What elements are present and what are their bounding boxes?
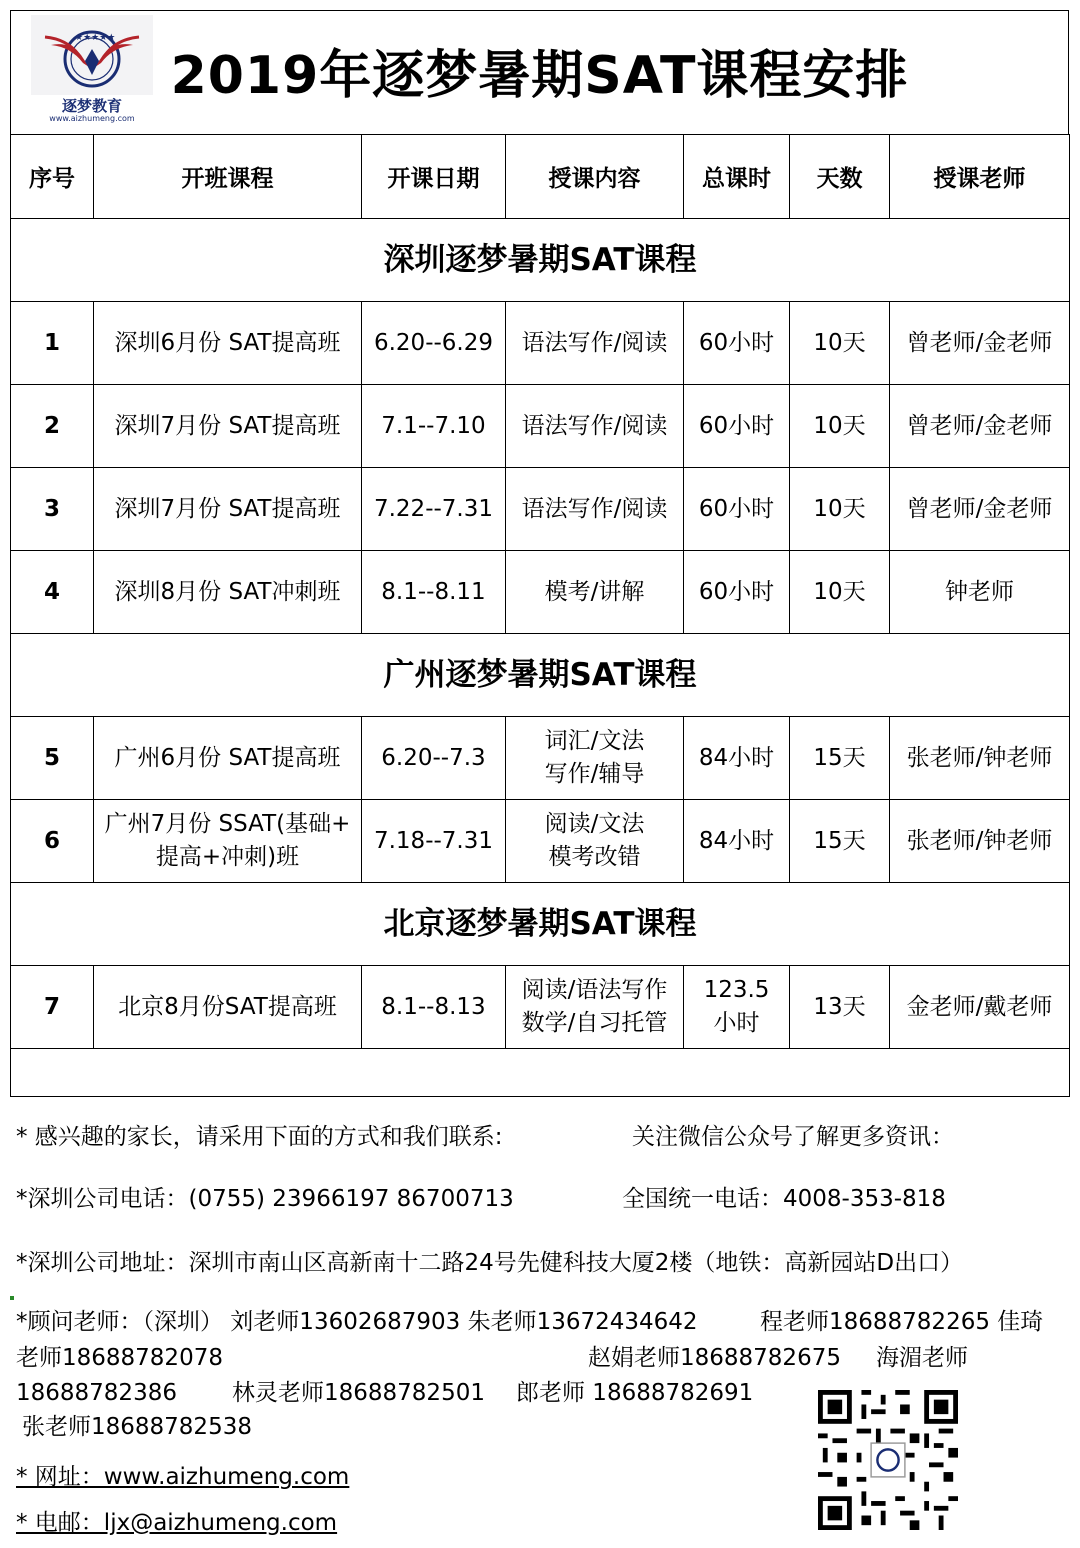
row-no: 4 — [11, 551, 94, 634]
row-no: 3 — [11, 468, 94, 551]
course-schedule-table — [10, 134, 1070, 1097]
row-hours: 84小时 — [684, 800, 790, 883]
row-content: 模考/讲解 — [506, 551, 684, 634]
col-header-hours: 总课时 — [684, 135, 790, 219]
row-dates: 6.20--6.29 — [362, 302, 506, 385]
row-hours: 60小时 — [684, 468, 790, 551]
row-course: 深圳8月份 SAT冲刺班 — [94, 551, 362, 634]
section-title: 广州逐梦暑期SAT课程 — [11, 634, 1070, 717]
row-hours: 60小时 — [684, 302, 790, 385]
col-header-content: 授课内容 — [506, 135, 684, 219]
national-phone: 全国统一电话：4008-353-818 — [622, 1186, 946, 1212]
table-row — [11, 966, 1070, 1049]
section-title: 深圳逐梦暑期SAT课程 — [11, 219, 1070, 302]
row-dates: 6.20--7.3 — [362, 717, 506, 800]
consultants-line2c: 海湄老师 — [876, 1345, 968, 1371]
row-content-line2: 写作/辅导 — [544, 761, 645, 787]
contact-intro: * 感兴趣的家长，请采用下面的方式和我们联系: — [16, 1124, 503, 1150]
col-header-dates: 开课日期 — [362, 135, 506, 219]
row-days: 10天 — [790, 468, 890, 551]
row-content: 语法写作/阅读 — [506, 468, 684, 551]
header — [10, 10, 1069, 135]
row-content — [506, 966, 684, 1049]
shenzhen-address: *深圳公司地址：深圳市南山区高新南十二路24号先健科技大厦2楼（地铁：高新园站D出口） — [16, 1250, 964, 1276]
row-content-line1: 词汇/文法 — [544, 728, 645, 754]
row-content — [506, 717, 684, 800]
row-course-line2: 提高+冲刺)班 — [155, 844, 300, 870]
website-link[interactable]: * 网址：www.aizhumeng.com — [16, 1464, 350, 1490]
row-course: 深圳7月份 SAT提高班 — [94, 468, 362, 551]
row-no: 5 — [11, 717, 94, 800]
consultants-line2a: 老师18688782078 — [16, 1345, 223, 1371]
logo-url: www.aizhumeng.com — [49, 114, 135, 123]
row-content: 语法写作/阅读 — [506, 302, 684, 385]
row-course: 深圳6月份 SAT提高班 — [94, 302, 362, 385]
row-content: 语法写作/阅读 — [506, 385, 684, 468]
consultants-line3c: 郎老师 18688782691 — [516, 1380, 754, 1406]
row-teacher: 曾老师/金老师 — [890, 302, 1070, 385]
col-header-no: 序号 — [11, 135, 94, 219]
row-hours — [684, 966, 790, 1049]
row-teacher: 张老师/钟老师 — [890, 800, 1070, 883]
consultants-line1b: 程老师18688782265 佳琦 — [760, 1309, 1044, 1335]
row-course: 广州6月份 SAT提高班 — [94, 717, 362, 800]
consultants-line3a: 18688782386 — [16, 1380, 177, 1406]
row-teacher: 金老师/戴老师 — [890, 966, 1070, 1049]
row-dates: 8.1--8.13 — [362, 966, 506, 1049]
row-content-line2: 数学/自习托管 — [521, 1010, 668, 1036]
row-no: 7 — [11, 966, 94, 1049]
col-header-teacher: 授课老师 — [890, 135, 1070, 219]
row-content — [506, 800, 684, 883]
row-dates: 7.22--7.31 — [362, 468, 506, 551]
decorative-mark — [10, 1296, 14, 1300]
consultants-line4: 张老师18688782538 — [22, 1414, 252, 1440]
row-content-line1: 阅读/文法 — [544, 811, 645, 837]
row-teacher: 张老师/钟老师 — [890, 717, 1070, 800]
row-content-line2: 模考改错 — [548, 844, 641, 870]
col-header-days: 天数 — [790, 135, 890, 219]
table-header-row — [11, 135, 1070, 219]
row-days: 15天 — [790, 717, 890, 800]
company-logo — [31, 15, 153, 131]
table-row — [11, 551, 1070, 634]
email-link[interactable]: * 电邮：ljx@aizhumeng.com — [16, 1510, 338, 1536]
row-teacher: 曾老师/金老师 — [890, 385, 1070, 468]
row-days: 13天 — [790, 966, 890, 1049]
col-header-course: 开班课程 — [94, 135, 362, 219]
row-content-line1: 阅读/语法写作 — [521, 977, 668, 1003]
wechat-qr-code[interactable] — [818, 1390, 958, 1530]
table-row — [11, 302, 1070, 385]
row-course — [94, 800, 362, 883]
section-row-shenzhen — [11, 219, 1070, 302]
page-title: 2019年逐梦暑期SAT课程安排 — [170, 46, 909, 106]
row-hours: 60小时 — [684, 551, 790, 634]
blank-cell — [11, 1049, 1070, 1097]
blank-row — [11, 1049, 1070, 1097]
row-no: 1 — [11, 302, 94, 385]
logo-text: 逐梦教育 — [61, 97, 122, 115]
row-dates: 7.18--7.31 — [362, 800, 506, 883]
shenzhen-phone: *深圳公司电话：(0755) 23966197 86700713 — [16, 1186, 514, 1212]
row-no: 2 — [11, 385, 94, 468]
section-row-beijing — [11, 883, 1070, 966]
row-teacher: 钟老师 — [890, 551, 1070, 634]
consultants-line2b: 赵娟老师18688782675 — [588, 1345, 841, 1371]
row-course: 北京8月份SAT提高班 — [94, 966, 362, 1049]
row-hours-line2: 小时 — [713, 1010, 760, 1036]
row-dates: 7.1--7.10 — [362, 385, 506, 468]
row-days: 10天 — [790, 385, 890, 468]
row-days: 15天 — [790, 800, 890, 883]
row-dates: 8.1--8.11 — [362, 551, 506, 634]
row-hours-line1: 123.5 — [703, 977, 770, 1003]
table-row — [11, 468, 1070, 551]
section-row-guangzhou — [11, 634, 1070, 717]
table-row — [11, 800, 1070, 883]
row-days: 10天 — [790, 302, 890, 385]
svg-text:★★★★★: ★★★★★ — [75, 33, 116, 43]
table-row — [11, 385, 1070, 468]
row-days: 10天 — [790, 551, 890, 634]
table-row — [11, 717, 1070, 800]
wechat-follow-text: 关注微信公众号了解更多资讯： — [632, 1124, 954, 1150]
consultants-line1: *顾问老师：（深圳） 刘老师13602687903 朱老师13672434642 — [16, 1309, 698, 1335]
row-course-line1: 广州7月份 SSAT(基础+ — [104, 811, 351, 837]
row-hours: 84小时 — [684, 717, 790, 800]
row-course: 深圳7月份 SAT提高班 — [94, 385, 362, 468]
row-hours: 60小时 — [684, 385, 790, 468]
eagle-logo-icon — [31, 15, 153, 95]
row-teacher: 曾老师/金老师 — [890, 468, 1070, 551]
row-no: 6 — [11, 800, 94, 883]
section-title: 北京逐梦暑期SAT课程 — [11, 883, 1070, 966]
consultants-line3b: 林灵老师18688782501 — [232, 1380, 485, 1406]
